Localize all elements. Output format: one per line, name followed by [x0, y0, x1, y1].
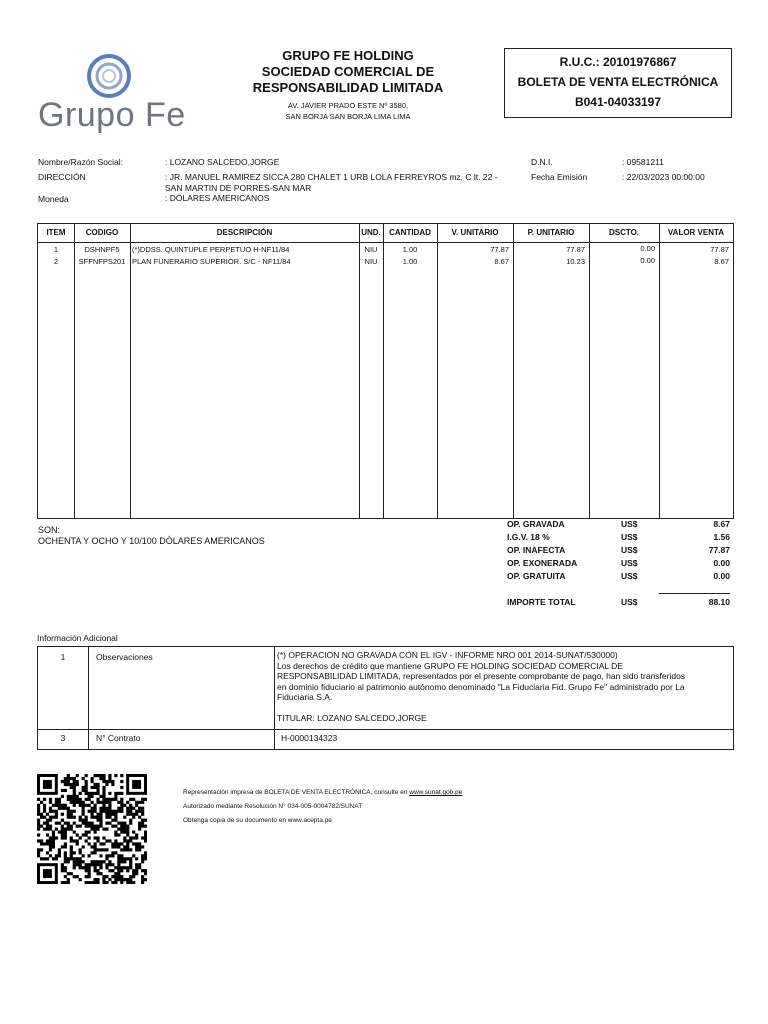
total-currency: US$	[621, 558, 638, 568]
header-unit: UND.	[361, 228, 381, 237]
row1-unit: NIU	[364, 245, 378, 254]
contract-value: H-0000134323	[281, 733, 338, 743]
client-address-label: DIRECCIÓN	[38, 172, 86, 182]
grand-total-label: IMPORTE TOTAL	[507, 597, 576, 607]
header-code: CODIGO	[85, 228, 119, 237]
row1-item: 1	[53, 245, 59, 254]
ruc-box	[504, 48, 732, 118]
total-label: OP. GRAVADA	[507, 519, 565, 529]
client-address-value: : JR. MANUEL RAMIREZ SICCA 280 CHALET 1 URB LOLA FERREYROS mz. C lt. 22 -	[165, 172, 498, 182]
document-type: BOLETA DE VENTA ELECTRÓNICA	[517, 75, 719, 89]
grand-total-currency: US$	[621, 597, 638, 607]
additional-info-title: Información Adicional	[37, 633, 118, 643]
total-label: OP. EXONERADA	[507, 558, 578, 568]
header-discount: DSCTO.	[608, 228, 640, 237]
row2-code: SFFNFPS201	[78, 257, 126, 266]
amount-words-label: SON:	[38, 525, 61, 535]
header-sale-value: VALOR VENTA	[667, 228, 725, 237]
obs-holder: TITULAR: LOZANO SALCEDO,JORGE	[277, 712, 427, 723]
row1-discount: 0.00	[640, 244, 655, 253]
issue-date-value: : 22/03/2023 00:00:00	[622, 172, 705, 182]
row2-unit-price: 10.23	[566, 257, 585, 266]
client-name-label: Nombre/Razón Social:	[38, 157, 124, 167]
obs-text	[277, 650, 729, 723]
items-table	[37, 223, 734, 519]
total-currency: US$	[621, 571, 638, 581]
client-name-value: : LOZANO SALCEDO,JORGE	[165, 157, 280, 167]
header-unit-price: P. UNITARIO	[527, 228, 575, 237]
obs-line: Fiduciaria S.A.	[277, 692, 333, 702]
qr-code-icon	[37, 774, 147, 884]
grand-total-rule	[659, 593, 730, 594]
logo-text: Grupo Fe	[38, 96, 186, 134]
obs-label: Observaciones	[96, 652, 153, 662]
additional-info-table	[37, 646, 734, 750]
row1-sale-value: 77.87	[710, 245, 729, 254]
header-description: DESCRIPCIÓN	[216, 228, 273, 237]
ruc-number: R.U.C.: 20101976867	[559, 55, 677, 69]
sunat-link[interactable]: www.sunat.gob.pe	[409, 789, 463, 796]
total-value: 77.87	[708, 545, 730, 555]
contract-label: N° Contrato	[96, 733, 141, 743]
row2-unit: NIU	[364, 257, 378, 266]
row2-unit-value: 8.67	[494, 257, 509, 266]
row2-item: 2	[53, 257, 59, 266]
issue-date-label: Fecha Emisión	[531, 172, 588, 182]
total-row-inafecta	[507, 544, 730, 557]
company-header	[240, 48, 456, 122]
total-row-igv	[507, 531, 730, 544]
row1-quantity: 1.00	[402, 245, 418, 254]
footer-line-1	[183, 788, 462, 797]
company-address-line: SAN BORJA SAN BORJA LIMA LIMA	[285, 112, 411, 121]
obs-line: (*) OPERACION NO GRAVADA CON EL IGV - INFORME NRO 001 2014-SUNAT/530000)	[277, 650, 618, 660]
dni-label: D.N.I.	[531, 157, 553, 167]
currency-label: Moneda	[38, 194, 69, 204]
total-row-gratuita	[507, 570, 730, 583]
company-name-line: GRUPO FE HOLDING	[282, 48, 414, 63]
row2-quantity: 1.00	[402, 257, 418, 266]
obs-line: RESPONSABILIDAD LIMITADA, representados por el presente comprobante de pago, han sido transferidos	[277, 671, 686, 681]
totals-block	[507, 518, 730, 611]
total-label: OP. GRATUITA	[507, 571, 566, 581]
total-currency: US$	[621, 532, 638, 542]
total-value: 1.56	[713, 532, 730, 542]
footer-line-2: Autorizado mediante Resolución N° 034-005-0004782/SUNAT	[183, 803, 363, 810]
contract-number-index: 3	[60, 733, 66, 743]
total-value: 0.00	[713, 558, 730, 568]
row2-sale-value: 8.67	[714, 257, 729, 266]
company-address-line: AV. JAVIER PRADO ESTE Nº 3580,	[287, 101, 409, 110]
document-number: B041-04033197	[574, 95, 662, 109]
company-name-line: SOCIEDAD COMERCIAL DE	[261, 64, 435, 79]
total-value: 8.67	[713, 519, 730, 529]
header-item: ITEM	[46, 228, 66, 237]
header-unit-value: V. UNITARIO	[451, 228, 499, 237]
obs-line: en dominio fiduciario al patrimonio autónomo denominado "La Fiduciaria Fid. Grupo Fe" administrado por La	[277, 681, 685, 692]
total-row-exonerada	[507, 557, 730, 570]
total-row-gravada	[507, 518, 730, 531]
row1-description: (*)DDSS. QUINTUPLE PERPETUO H-NF11/84	[132, 245, 290, 254]
total-label: I.G.V. 18 %	[507, 532, 550, 542]
obs-line: Los derechos de crédito que mantiene GRUPO FE HOLDING SOCIEDAD COMERCIAL DE	[277, 660, 623, 671]
total-value: 0.00	[713, 571, 730, 581]
client-address-value-2: SAN MARTIN DE PORRES-SAN MAR	[165, 183, 312, 193]
header-quantity: CANTIDAD	[389, 228, 431, 237]
row1-code: DSHNPF5	[84, 245, 120, 254]
footer-line-3: Obtenga copia de su documento en www.acepta.pe	[183, 817, 332, 824]
row2-discount: 0.00	[640, 256, 655, 265]
grand-total-row	[507, 596, 730, 611]
total-currency: US$	[621, 545, 638, 555]
grand-total-value: 88.10	[708, 597, 730, 607]
dni-value: : 09581211	[622, 157, 664, 167]
row1-unit-value: 77.87	[490, 245, 509, 254]
total-label: OP. INAFECTA	[507, 545, 566, 555]
company-name-line: RESPONSABILIDAD LIMITADA	[252, 80, 444, 95]
currency-value: : DÓLARES AMERICANOS	[165, 193, 270, 203]
footer-line-1-text: Representación impresa de BOLETA DE VENTA ELECTRÓNICA, consulte en	[183, 789, 410, 796]
row2-description: PLAN FUNERARIO SUPERIOR. S/C - NF11/84	[132, 257, 291, 266]
obs-number: 1	[60, 652, 66, 662]
row1-unit-price: 77.87	[566, 245, 585, 254]
amount-words-text: OCHENTA Y OCHO Y 10/100 DÓLARES AMERICANOS	[38, 536, 265, 546]
total-currency: US$	[621, 519, 638, 529]
